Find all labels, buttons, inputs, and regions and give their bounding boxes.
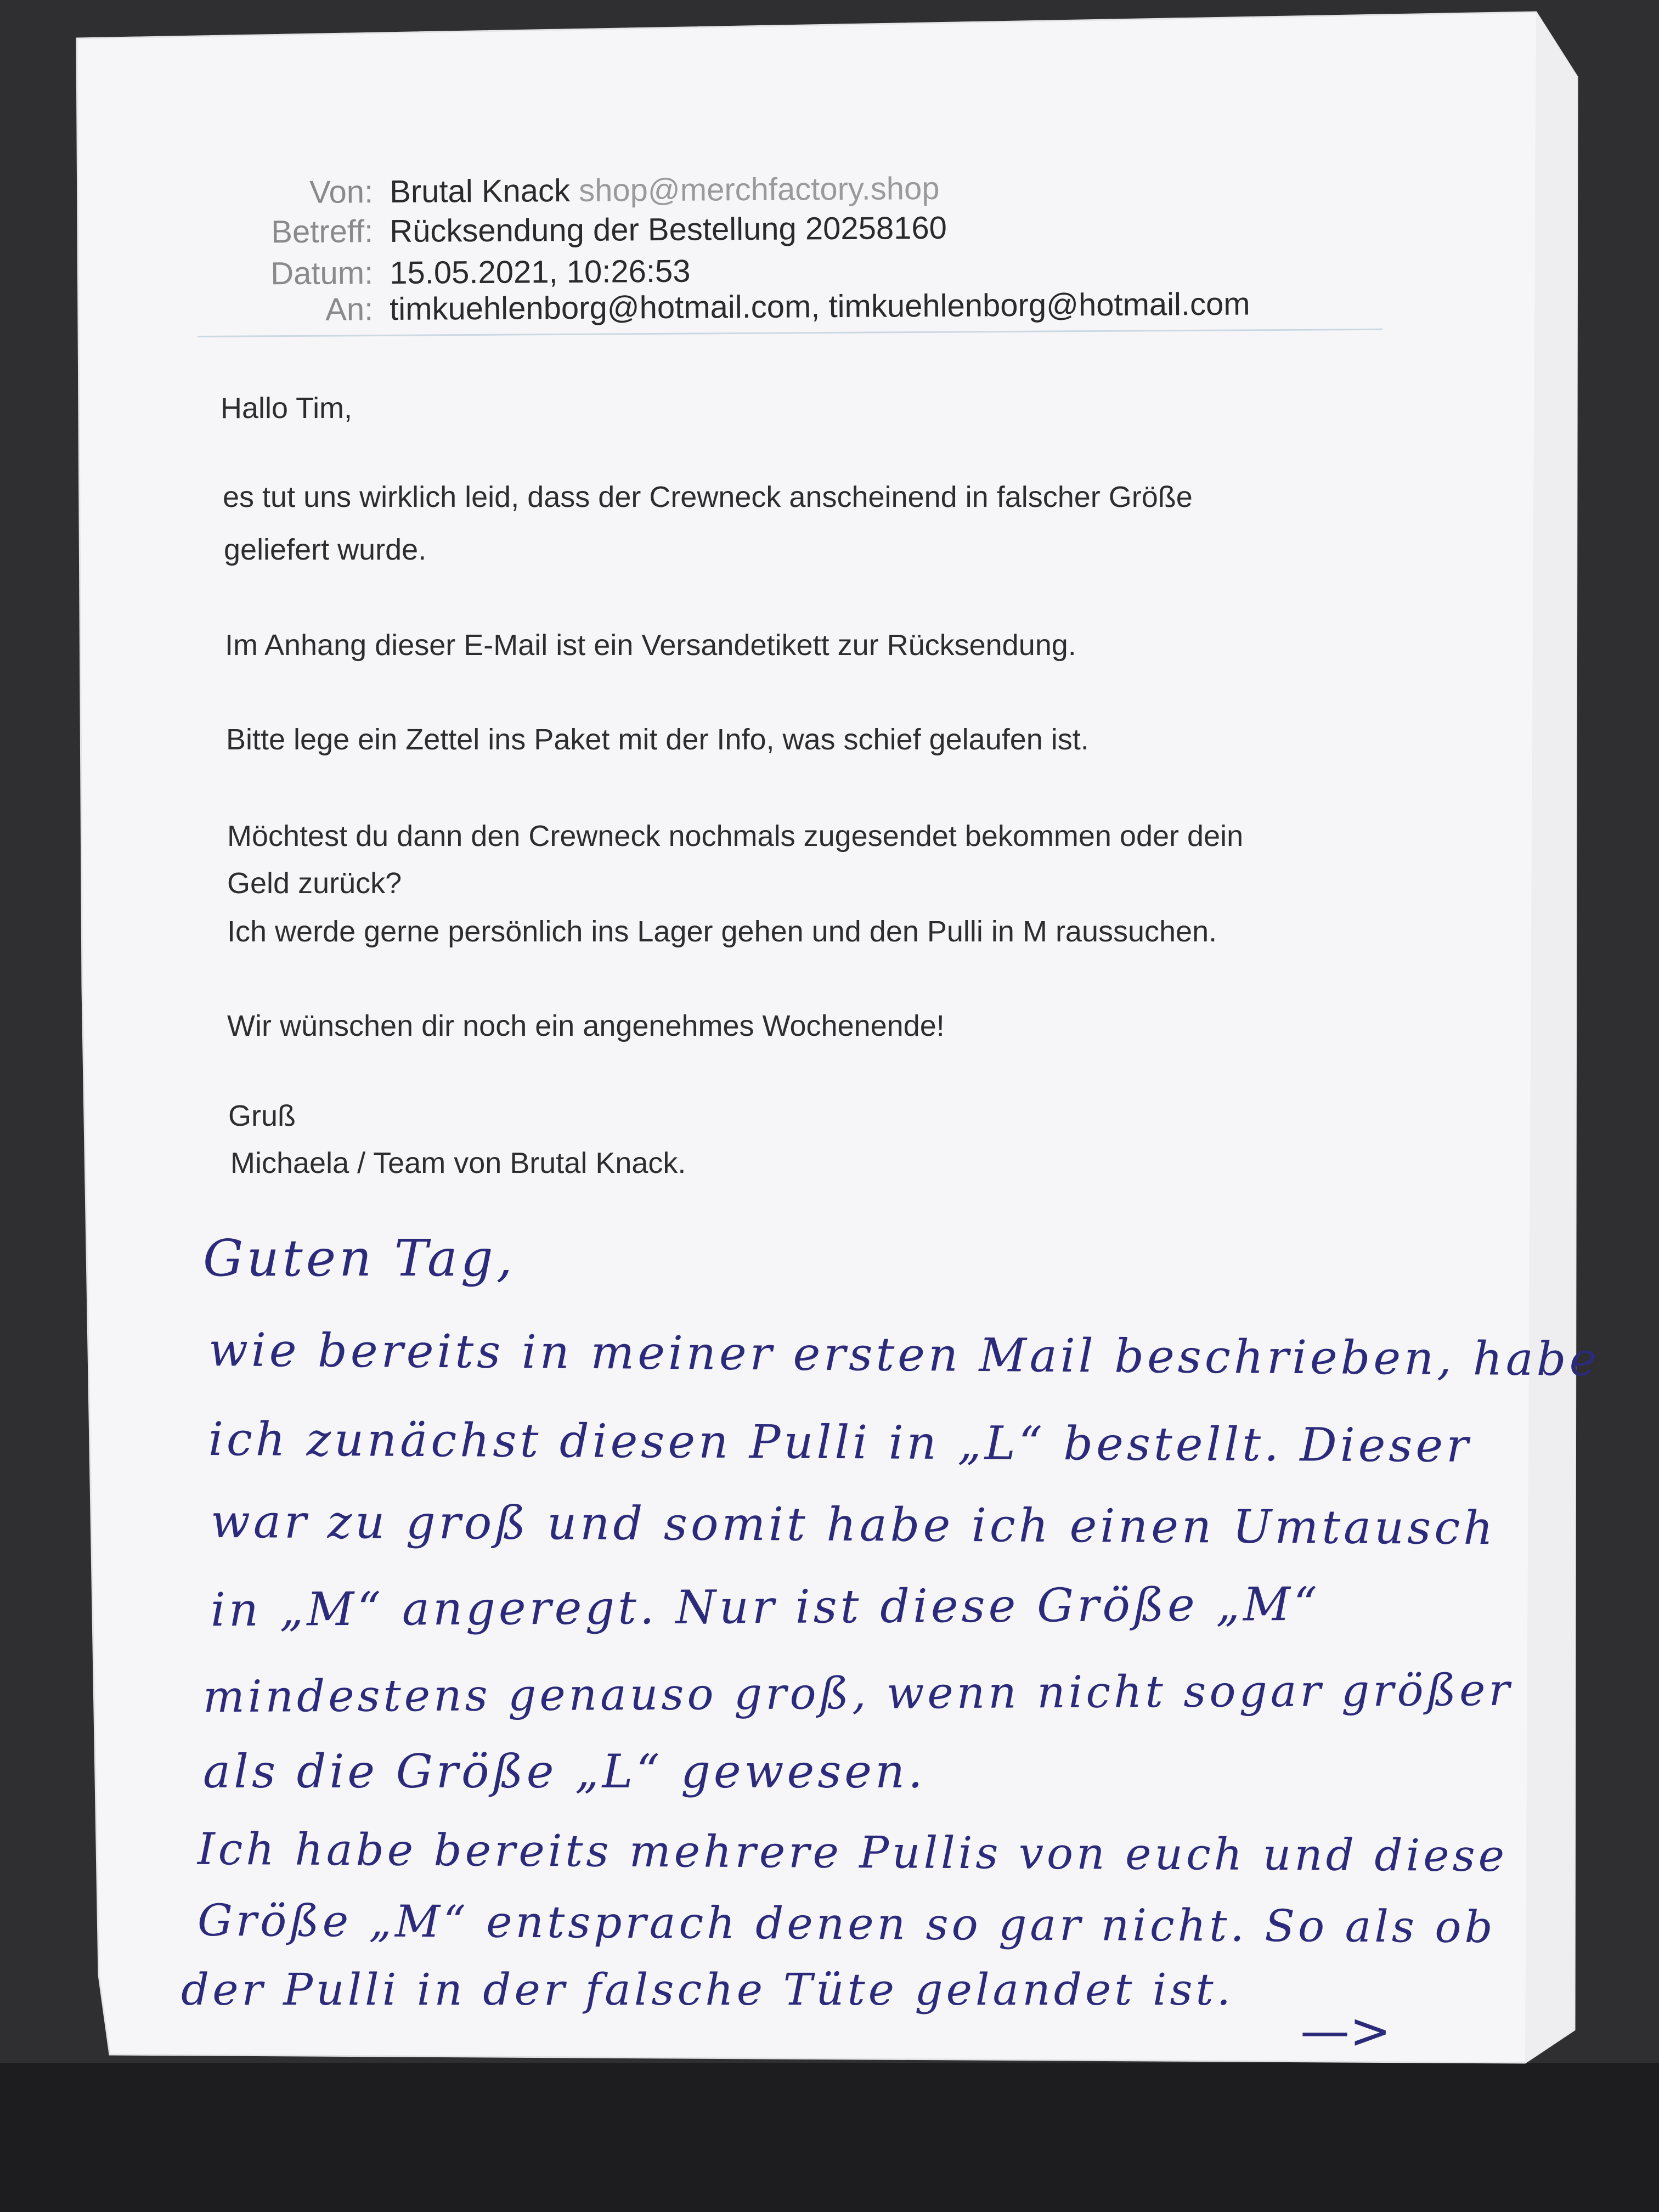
from-name: Brutal Knack	[389, 172, 571, 210]
date-label: Datum:	[270, 255, 374, 292]
handwritten-line-2: wie bereits in meiner ersten Mail beschrieben, habe	[208, 1323, 1600, 1386]
email-paragraph-4-line-1: Möchtest du dann den Crewneck nochmals zugesendet bekommen oder dein	[227, 820, 1244, 853]
email-paragraph-4-line-2: Geld zurück?	[227, 867, 402, 900]
from-label: Von:	[309, 174, 374, 210]
handwritten-line-5: in „M“ angeregt. Nur ist diese Größe „M“	[210, 1577, 1321, 1637]
continue-arrow: —>	[1300, 2002, 1391, 2060]
from-email: shop@merchfactory.shop	[578, 170, 940, 208]
handwritten-line-6: mindestens genauso groß, wenn nicht sogar größer	[202, 1664, 1513, 1723]
to-label: An:	[325, 291, 374, 328]
to-value: timkuehlenborg@hotmail.com, timkuehlenborg@hotmail.com	[389, 286, 1250, 327]
handwritten-line-4: war zu groß und somit habe ich einen Umtausch	[210, 1494, 1497, 1555]
handwritten-line-7: als die Größe „L“ gewesen.	[203, 1745, 926, 1798]
date-value: 15.05.2021, 10:26:53	[389, 253, 691, 291]
header-divider	[198, 329, 1383, 337]
email-closing: Gruß	[228, 1099, 296, 1132]
handwritten-line-9: Größe „M“ entsprach denen so gar nicht. So als ob	[197, 1894, 1497, 1953]
handwritten-line-1: Guten Tag,	[203, 1229, 516, 1288]
handwritten-line-3: ich zunächst diesen Pulli in „L“ bestellt. Dieser	[208, 1412, 1472, 1473]
from-value	[390, 170, 940, 210]
handwritten-line-10: der Pulli in der falsche Tüte gelandet ist.	[181, 1964, 1234, 2015]
email-paragraph-1-line-2: geliefert wurde.	[224, 533, 427, 566]
email-paragraph-3: Bitte lege ein Zettel ins Paket mit der Info, was schief gelaufen ist.	[226, 723, 1089, 756]
email-paragraph-2: Im Anhang dieser E-Mail ist ein Versandetikett zur Rücksendung.	[225, 629, 1076, 662]
email-greeting: Hallo Tim,	[221, 392, 353, 425]
email-signature: Michaela / Team von Brutal Knack.	[230, 1147, 686, 1180]
subject-label: Betreff:	[271, 213, 374, 250]
email-paragraph-5: Wir wünschen dir noch ein angenehmes Wochenende!	[227, 1009, 945, 1042]
subject-value: Rücksendung der Bestellung 20258160	[389, 210, 947, 249]
email-paragraph-1-line-1: es tut uns wirklich leid, dass der Crewneck anscheinend in falscher Größe	[223, 481, 1193, 514]
handwritten-line-8: Ich habe bereits mehrere Pullis von euch und diese	[197, 1823, 1508, 1882]
email-paragraph-4-line-3: Ich werde gerne persönlich ins Lager gehen und den Pulli in M raussuchen.	[227, 915, 1217, 948]
